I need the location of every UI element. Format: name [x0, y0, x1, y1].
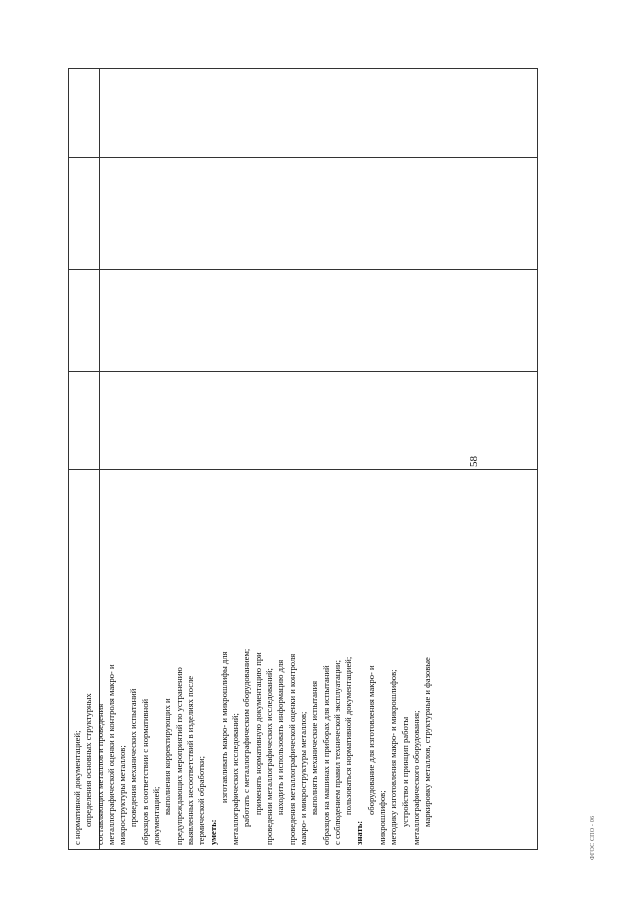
text-line: уметь:: [207, 819, 218, 845]
text-line: устройство и принцип работы: [399, 716, 410, 827]
text-line: микроструктуры металлов;: [117, 745, 128, 845]
text-line: выявленных несоответствий в изделиях после: [184, 675, 195, 845]
text-line: микрошлифов;: [377, 790, 388, 845]
text-line: с нормативной документацией;: [72, 730, 82, 845]
text-line: образцов на машинах и приборах для испытаний: [320, 665, 331, 845]
text-line: предупреждающих мероприятий по устранению: [173, 667, 184, 845]
text-line: выполнять механические испытания: [309, 680, 320, 815]
text-line: составляющих металлов и проведения: [94, 703, 105, 845]
table-row-divider: [69, 371, 537, 372]
text-line: проведения металлографической оценки и контроля: [286, 653, 297, 845]
text-line: знать:: [354, 820, 365, 845]
text-line: металлографических исследований;: [230, 713, 241, 845]
text-line: выполнения корректирующих и: [162, 698, 173, 815]
text-line: образцов в соответствии с нормативной: [139, 698, 150, 845]
text-line: методику изготовления макро- и микрошлифов;: [388, 669, 399, 845]
text-line: с соблюдением правил технической эксплуатации;: [331, 660, 342, 845]
footer-code: ФГОС СПО - 06: [590, 815, 596, 860]
text-line: изготавливать макро- и микрошлифы для: [218, 651, 229, 803]
text-line: оборудование для изготовления макро- и: [365, 665, 376, 815]
text-line: проведения механических испытаний: [128, 688, 139, 827]
text-line: металлографической оценки и контроля макро- и: [105, 664, 116, 845]
text-line: определения основных структурных: [83, 693, 94, 827]
text-line: маркировку металлов, структурные и фазовые: [422, 657, 433, 827]
text-line: пользоваться нормативной документацией;: [343, 656, 354, 815]
text-line: металлографического оборудования;: [410, 710, 421, 845]
text-line: работать с металлографическим оборудованием;: [241, 648, 252, 827]
text-line: применять нормативную документацию при: [252, 652, 263, 815]
table-row-divider: [69, 269, 537, 270]
text-line: документацией;: [151, 786, 162, 845]
text-line: находить и использовать информацию для: [275, 659, 286, 815]
page-number: 58: [468, 456, 480, 467]
text-line: термической обработки;: [196, 756, 207, 845]
text-line: макро- и микроструктуры металлов;: [297, 711, 308, 845]
competency-text-cell: [72, 465, 540, 845]
table-row-divider: [69, 157, 537, 158]
text-line: проведении металлографических исследований;: [264, 668, 275, 845]
